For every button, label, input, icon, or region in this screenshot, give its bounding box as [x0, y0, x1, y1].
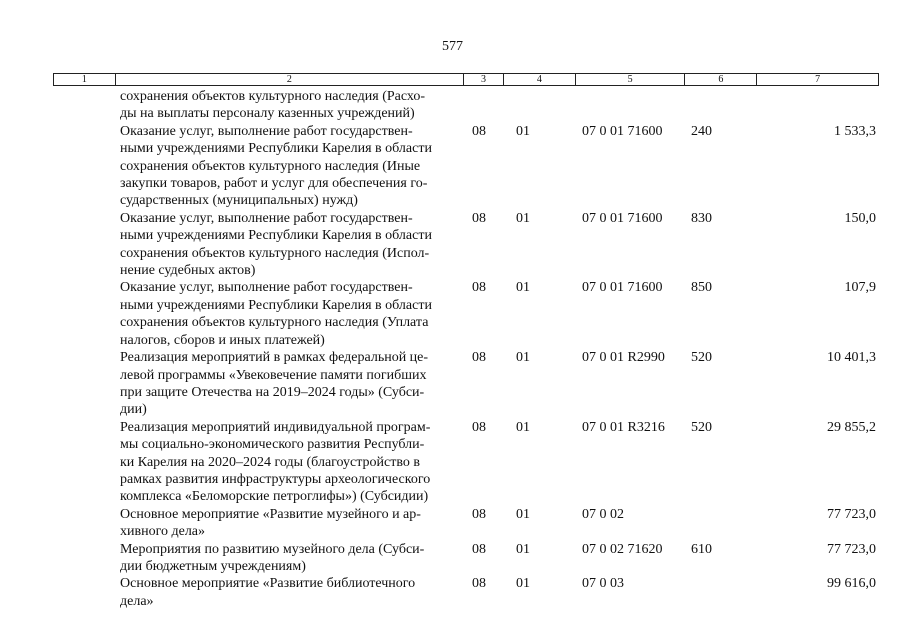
page-number: 577: [442, 39, 463, 54]
amount: 150,0: [844, 210, 876, 226]
amount: 77 723,0: [827, 506, 876, 522]
row-description: Основное мероприятие «Развитие музейного и ар- хивного дела»: [120, 506, 421, 540]
column-number-4: 4: [504, 74, 576, 85]
subsection-code: 01: [516, 123, 530, 139]
amount: 29 855,2: [827, 419, 876, 435]
expense-type-code: 520: [691, 419, 712, 435]
subsection-code: 01: [516, 350, 530, 366]
column-number-5: 5: [576, 74, 686, 85]
subsection-code: 01: [516, 419, 530, 435]
amount: 1 533,3: [834, 123, 876, 139]
row-description: Мероприятия по развитию музейного дела (Субси- дии бюджетным учреждениям): [120, 541, 425, 574]
target-article-code: 07 0 01 R2990: [582, 350, 665, 366]
section-code: 08: [472, 541, 486, 557]
target-article-code: 07 0 01 71600: [582, 210, 663, 226]
row-description: Оказание услуг, выполнение работ государствен- ными учреждениями Республики Карелия в области сохранения объектов культурного наследия (Испол- нение судебных актов): [120, 210, 432, 279]
target-article-code: 07 0 01 71600: [582, 123, 663, 139]
column-number-header: [53, 73, 879, 86]
table-row: [0, 541, 905, 576]
section-code: 08: [472, 280, 486, 296]
target-article-code: 07 0 03: [582, 576, 624, 592]
column-number-2: 2: [116, 74, 464, 85]
column-number-1: 1: [54, 74, 116, 85]
target-article-code: 07 0 01 R3216: [582, 419, 665, 435]
section-code: 08: [472, 350, 486, 366]
expense-type-code: 850: [691, 280, 712, 296]
row-description: Оказание услуг, выполнение работ государствен- ными учреждениями Республики Карелия в области сохранения объектов культурного наследия (Иные закупки товаров, работ и услуг для обеспечения го- сударственных (муниципальных) нужд): [120, 123, 432, 209]
column-number-7: 7: [815, 74, 821, 85]
amount: 77 723,0: [827, 541, 876, 557]
table-row: [0, 279, 905, 349]
section-code: 08: [472, 210, 486, 226]
subsection-code: 01: [516, 280, 530, 296]
table-row: [0, 419, 905, 506]
table-row: [0, 88, 905, 123]
table-row: [0, 123, 905, 210]
expense-type-code: 240: [691, 123, 712, 139]
section-code: 08: [472, 576, 486, 592]
table-row: [0, 210, 905, 280]
expense-type-code: 830: [691, 210, 712, 226]
table-row: [0, 506, 905, 541]
budget-table: [0, 88, 905, 610]
row-description: сохранения объектов культурного наследия (Расхо- ды на выплаты персоналу казенных учреждений): [120, 89, 426, 122]
target-article-code: 07 0 02: [582, 506, 624, 522]
subsection-code: 01: [516, 210, 530, 226]
section-code: 08: [472, 123, 486, 139]
expense-type-code: 520: [691, 350, 712, 366]
target-article-code: 07 0 01 71600: [582, 280, 663, 296]
row-description: Основное мероприятие «Развитие библиотечного дела»: [120, 576, 416, 609]
section-code: 08: [472, 419, 486, 435]
amount: 99 616,0: [827, 576, 876, 592]
row-description: Оказание услуг, выполнение работ государствен- ными учреждениями Республики Карелия в области сохранения объектов культурного наследия (Уплата налогов, сборов и иных платежей): [120, 280, 432, 348]
column-number-6: 6: [685, 74, 757, 85]
expense-type-code: 610: [691, 541, 712, 557]
table-row: [0, 575, 905, 610]
target-article-code: 07 0 02 71620: [582, 541, 663, 557]
row-description: Реализация мероприятий индивидуальной програм- мы социально-экономического развития Республи- ки Карелия на 2020–2024 годы (благоустройство в рамках развития инфраструктуры археологического комплекса «Беломорские петроглифы») (Субсидии): [120, 419, 431, 505]
section-code: 08: [472, 506, 486, 522]
column-number-3: 3: [464, 74, 504, 85]
subsection-code: 01: [516, 541, 530, 557]
amount: 107,9: [844, 280, 876, 296]
subsection-code: 01: [516, 506, 530, 522]
subsection-code: 01: [516, 576, 530, 592]
amount: 10 401,3: [827, 350, 876, 366]
row-description: Реализация мероприятий в рамках федеральной це- левой программы «Увековечение памяти погибших при защите Отечества на 2019–2024 годы» (Субси- дии): [120, 350, 429, 418]
table-row: [0, 349, 905, 419]
